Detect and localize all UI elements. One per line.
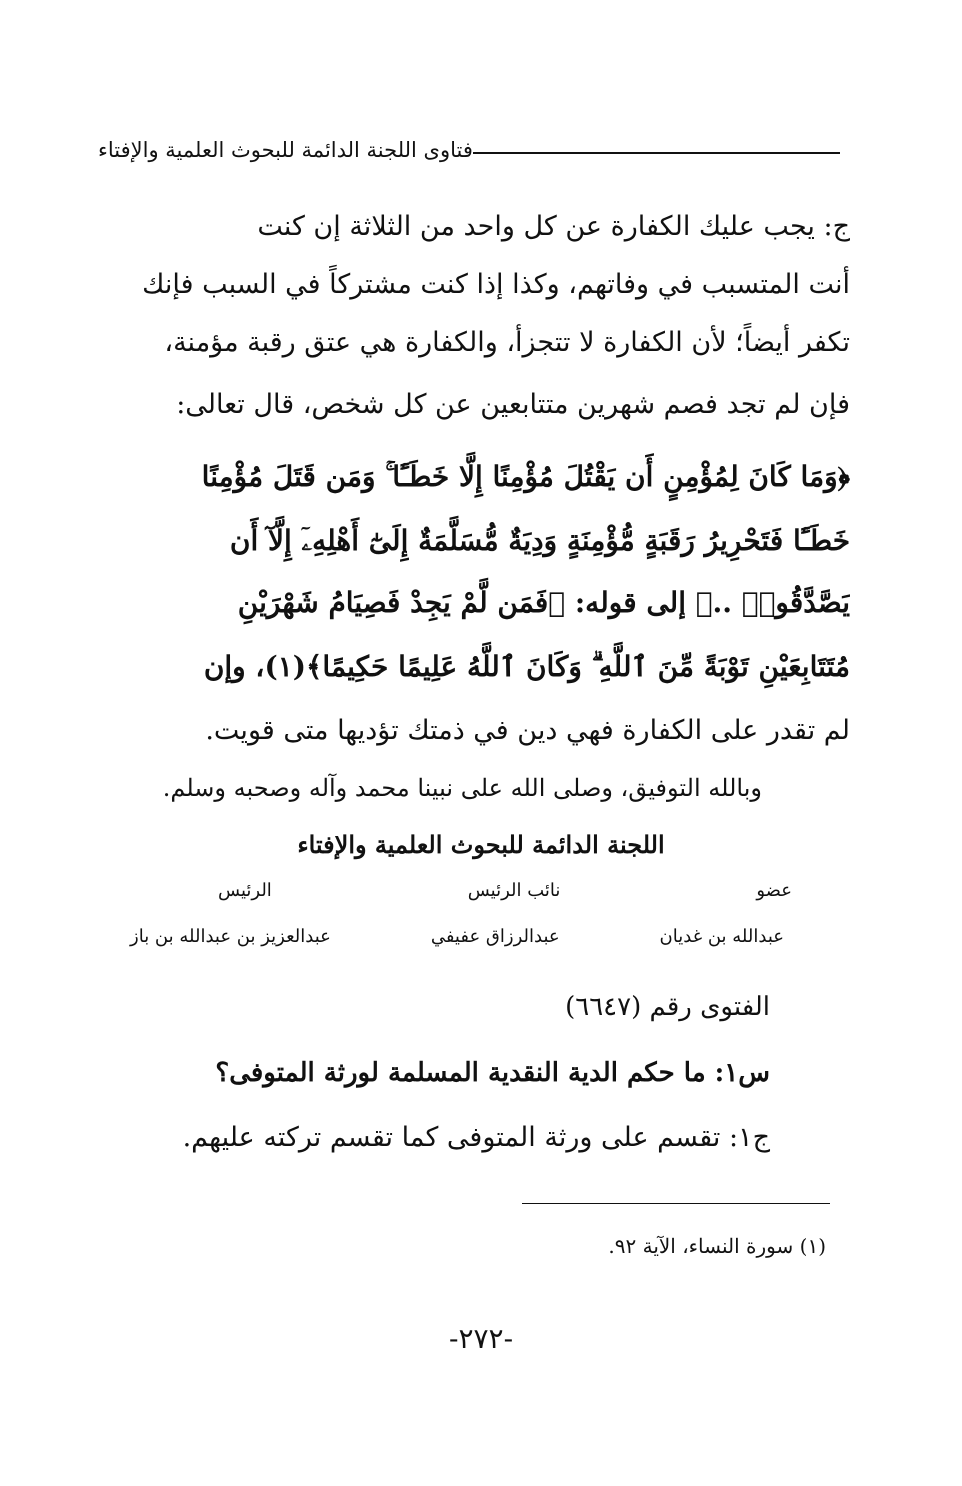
question-text: س١: ما حكم الدية النقدية المسلمة لورثة المتوفى؟	[215, 1058, 770, 1088]
signatory-role-chair: الرئيس	[218, 880, 272, 901]
signatory-roles	[218, 880, 792, 901]
fatwa-number: الفتوى رقم (٦٦٤٧)	[565, 992, 770, 1022]
body-tail: لم تقدر على الكفارة فهي دين في ذمتك تؤديها متى قويت.	[205, 715, 850, 746]
signatory-role-member: عضو	[756, 880, 792, 901]
signatory-name-member: عبدالله بن غديان	[659, 926, 784, 947]
signatory-name-chair: عبدالعزيز بن عبدالله بن باز	[130, 926, 331, 947]
committee-name: اللجنة الدائمة للبحوث العلمية والإفتاء	[297, 830, 665, 859]
body-line-2: أنت المتسبب في وفاتهم، وكذا إذا كنت مشتركاً في السبب فإنك	[142, 269, 850, 300]
body-line-4: فإن لم تجد فصم شهرين متتابعين عن كل شخص، قال تعالى:	[176, 389, 850, 420]
quran-line-3: يَصَّدَّقُوا۟ ..﴾ إلى قوله: ﴿فَمَن لَّمْ يَجِدْ فَصِيَامُ شَهْرَيْنِ	[237, 586, 850, 619]
running-header	[98, 132, 850, 168]
page-number: -٢٧٢-	[448, 1322, 514, 1355]
body-line-3: تكفر أيضاً؛ لأن الكفارة لا تتجزأ، والكفارة هي عتق رقبة مؤمنة،	[164, 327, 850, 358]
header-rule	[473, 152, 840, 154]
quran-line-1: ﴿وَمَا كَانَ لِمُؤْمِنٍ أَن يَقْتُلَ مُؤْمِنًا إِلَّا خَطَـًٔا ۚ وَمَن قَتَلَ مُؤْمِنًا	[201, 460, 850, 493]
signatory-name-deputy: عبدالرزاق عفيفي	[430, 926, 560, 947]
closing-line: وبالله التوفيق، وصلى الله على نبينا محمد وآله وصحبه وسلم.	[162, 774, 762, 802]
signatory-names	[130, 926, 784, 947]
footnote: (١) سورة النساء، الآية ٩٢.	[608, 1234, 826, 1258]
quran-line-2: خَطَـًٔا فَتَحْرِيرُ رَقَبَةٍ مُّؤْمِنَةٍ وَدِيَةٌ مُّسَلَّمَةٌ إِلَىٰٓ أَهْلِهِۦٓ إِلَّآ أَن	[229, 524, 850, 557]
footnote-rule	[522, 1203, 830, 1204]
quran-line-4: مُتَتَابِعَيْنِ تَوْبَةً مِّنَ ٱللَّهِ ۗ وَكَانَ ٱللَّهُ عَلِيمًا حَكِيمًا﴾(١)، وإن	[203, 650, 850, 683]
header-title: فتاوى اللجنة الدائمة للبحوث العلمية والإفتاء	[98, 138, 473, 162]
answer-text: ج١: تقسم على ورثة المتوفى كما تقسم تركته عليهم.	[182, 1122, 770, 1153]
body-line-1: ج: يجب عليك الكفارة عن كل واحد من الثلاثة إن كنت	[257, 211, 850, 242]
signatory-role-deputy: نائب الرئيس	[467, 880, 561, 901]
